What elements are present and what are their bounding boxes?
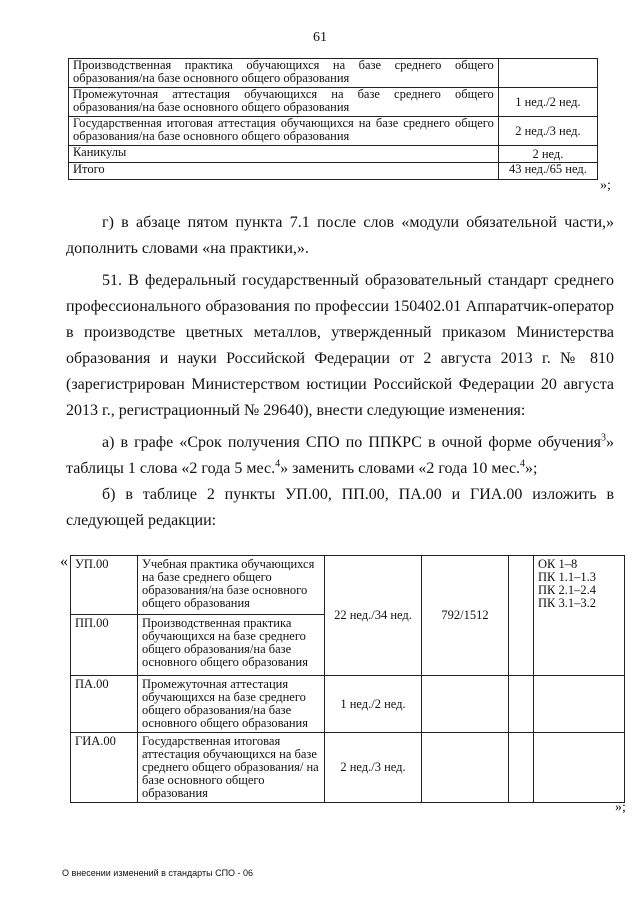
row-description: Каникулы [69, 146, 499, 163]
paragraph-51: 51. В федеральный государственный образовательный стандарт среднего профессионального образования по профессии 150402.01 Аппаратчик-оператор в производстве цветных металлов, утвержденный приказом Министерства образования и науки Российской Федерации от 2 августа 2013 г. № 810 (зарегистрирован Министерством юстиции Российской Федерации 20 августа 2013 г., регистрационный № 29640), внести следующие изменения: [66, 272, 614, 419]
empty-cell [509, 733, 534, 803]
page-footer: О внесении изменений в стандарты СПО - 06 [62, 868, 254, 878]
closing-quote: »; [600, 178, 611, 193]
competency-item: ПК 1.1–1.3 [538, 570, 596, 584]
merged-hours: 792/1512 [422, 556, 509, 676]
paragraph-a [66, 430, 614, 482]
row-description: Промежуточная аттестация обучающихся на базе среднего общего образования/на базе основного общего образования [69, 88, 499, 117]
empty-cell [422, 733, 509, 803]
row-description: Итого [69, 163, 499, 180]
row-description: Государственная итоговая аттестация обучающихся на базе среднего общего образования/на базе основного общего образования [69, 117, 499, 146]
table-row [71, 556, 625, 615]
row-weeks: 1 нед./2 нед. [325, 676, 422, 733]
opening-quote: « [60, 553, 68, 570]
competency-item: ОК 1–8 [538, 557, 578, 571]
empty-cell [422, 676, 509, 733]
row-value [498, 59, 597, 88]
paragraph-a-text: а) в графе «Срок получения СПО по ППКРС в очной форме обучения [102, 434, 601, 451]
table-row [69, 59, 598, 88]
curriculum-table-top [68, 58, 598, 180]
merged-weeks: 22 нед./34 нед. [325, 556, 422, 676]
row-description: Производственная практика обучающихся на базе среднего общего образования/на базе основного общего образования [138, 615, 325, 676]
footnote-ref: 4 [275, 458, 281, 470]
row-code: ПА.00 [71, 676, 138, 733]
row-description: Производственная практика обучающихся на базе среднего общего образования/на базе основного общего образования [69, 59, 499, 88]
row-description: Учебная практика обучающихся на базе среднего общего образования/на базе основного общего образования [138, 556, 325, 615]
table-row [69, 146, 598, 163]
row-code: УП.00 [71, 556, 138, 615]
paragraph-a-text: »; [525, 460, 538, 477]
empty-cell [509, 676, 534, 733]
curriculum-table-2 [70, 555, 625, 803]
competencies-cell [534, 556, 625, 676]
page-number: 61 [313, 30, 327, 45]
paragraph-a-text: » таблицы 1 слова «2 года 5 мес. [66, 434, 614, 477]
empty-cell [534, 733, 625, 803]
table-row [69, 163, 598, 180]
footnote-ref: 3 [601, 432, 606, 444]
paragraph-b: б) в таблице 2 пункты УП.00, ПП.00, ПА.00 и ГИА.00 изложить в следующей редакции: [66, 486, 614, 529]
row-description: Промежуточная аттестация обучающихся на базе среднего общего образования/на базе основного общего образования [138, 676, 325, 733]
table-row [71, 676, 625, 733]
row-weeks: 2 нед./3 нед. [325, 733, 422, 803]
row-code: ГИА.00 [71, 733, 138, 803]
footnote-ref: 4 [520, 458, 526, 470]
empty-cell [509, 556, 534, 676]
row-description: Государственная итоговая аттестация обучающихся на базе среднего общего образования/ на базе основного общего образования [138, 733, 325, 803]
table-row [71, 733, 625, 803]
row-code: ПП.00 [71, 615, 138, 676]
competency-item: ПК 2.1–2.4 [538, 583, 596, 597]
paragraph-a-text: » заменить словами «2 года 10 мес. [280, 460, 521, 477]
closing-quote: »; [615, 800, 626, 815]
empty-cell [534, 676, 625, 733]
competency-item: ПК 3.1–3.2 [538, 596, 596, 610]
row-value: 43 нед./65 нед. [498, 163, 597, 180]
table-row [69, 117, 598, 146]
row-value: 2 нед. [498, 146, 597, 163]
row-value: 1 нед./2 нед. [498, 88, 597, 117]
table-row [69, 88, 598, 117]
paragraph-g: г) в абзаце пятом пункта 7.1 после слов «модули обязательной части,» дополнить словами «на практики,». [66, 214, 614, 257]
row-value: 2 нед./3 нед. [498, 117, 597, 146]
